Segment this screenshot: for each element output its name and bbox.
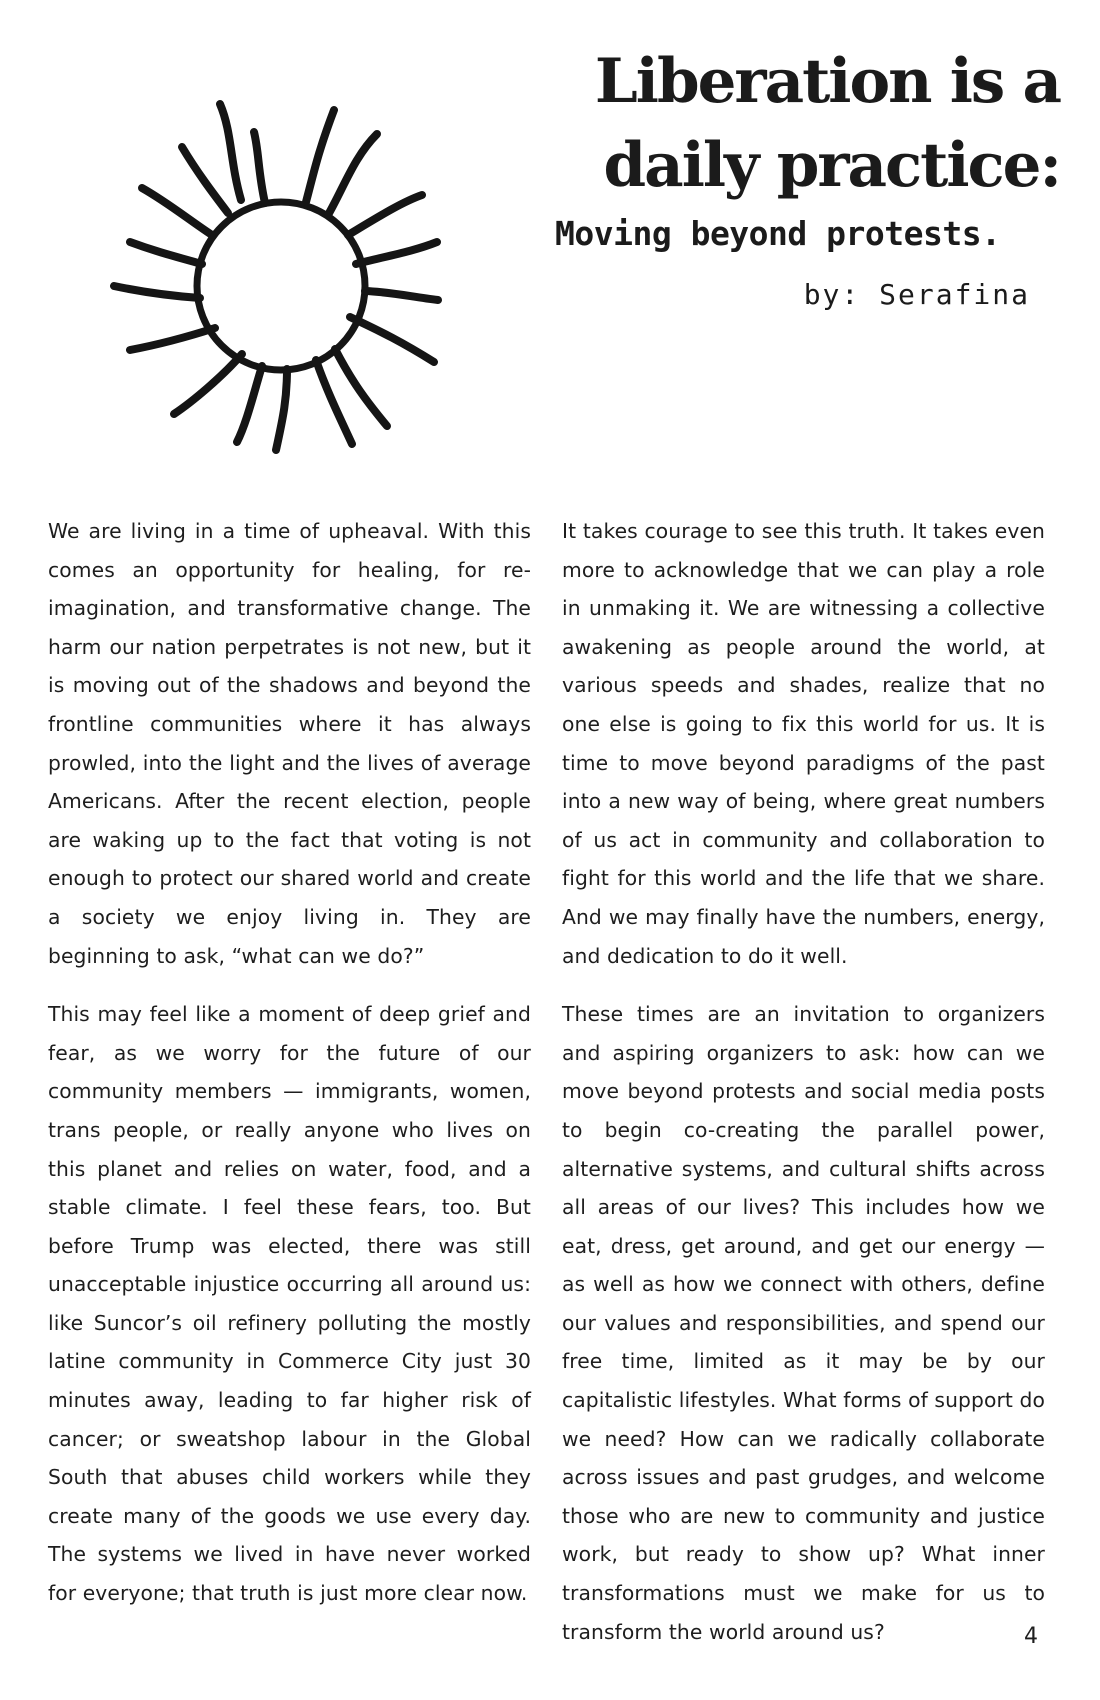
body-column-left <box>48 512 531 1633</box>
sun-icon <box>82 92 482 492</box>
paragraph: We are living in a time of upheaval. With this comes an opportunity for healing, for re-imagination, and transformative change. The harm our nation perpetrates is not new, but it is moving out of the shadows and beyond the frontline communities where it has always prowled, into the light and the lives of average Americans. After the recent election, people are waking up to the fact that voting is not enough to protect our shared world and create a society we enjoy living in. They are beginning to ask, “what can we do?” <box>48 519 531 968</box>
article-header <box>555 40 1060 312</box>
page-number: 4 <box>1024 1624 1038 1649</box>
body-column-right <box>562 512 1045 1671</box>
article-subtitle: Moving beyond protests. <box>555 214 1001 253</box>
paragraph: These times are an invitation to organizers and aspiring organizers to ask: how can we move beyond protests and social media posts to begin co-creating the parallel power, alternative systems, and cultural shifts across all areas of our lives? This includes how we eat, dress, get around, and get our energy — as well as how we connect with others, define our values and responsibilities, and spend our free time, limited as it may be by our capitalistic lifestyles. What forms of support do we need? How can we radically collaborate across issues and past grudges, and welcome those who are new to community and justice work, but ready to show up? What inner transformations must we make for us to transform the world around us? <box>562 1002 1045 1644</box>
article-byline: by: Serafina <box>803 278 1030 311</box>
paragraph: It takes courage to see this truth. It takes even more to acknowledge that we can play a role in unmaking it. We are witnessing a collective awakening as people around the world, at various speeds and shades, realize that no one else is going to fix this world for us. It is time to move beyond paradigms of the past into a new way of being, where great numbers of us act in community and collaboration to fight for this world and the life that we share. And we may finally have the numbers, energy, and dedication to do it well. <box>562 519 1045 968</box>
article-title-line-1: Liberation is a <box>594 46 1060 117</box>
paragraph: This may feel like a moment of deep grief and fear, as we worry for the future of our community members — immigrants, women, trans people, or really anyone who lives on this planet and relies on water, food, and a stable climate. I feel these fears, too. But before Trump was elected, there was still unacceptable injustice occurring all around us: like Suncor’s oil refinery polluting the mostly latine community in Commerce City just 30 minutes away, leading to far higher risk of cancer; or sweatshop labour in the Global South that abuses child workers while they create many of the goods we use every day. The systems we lived in have never worked for everyone; that truth is just more clear now. <box>48 1002 531 1606</box>
article-title-line-2: daily practice: <box>603 130 1060 201</box>
